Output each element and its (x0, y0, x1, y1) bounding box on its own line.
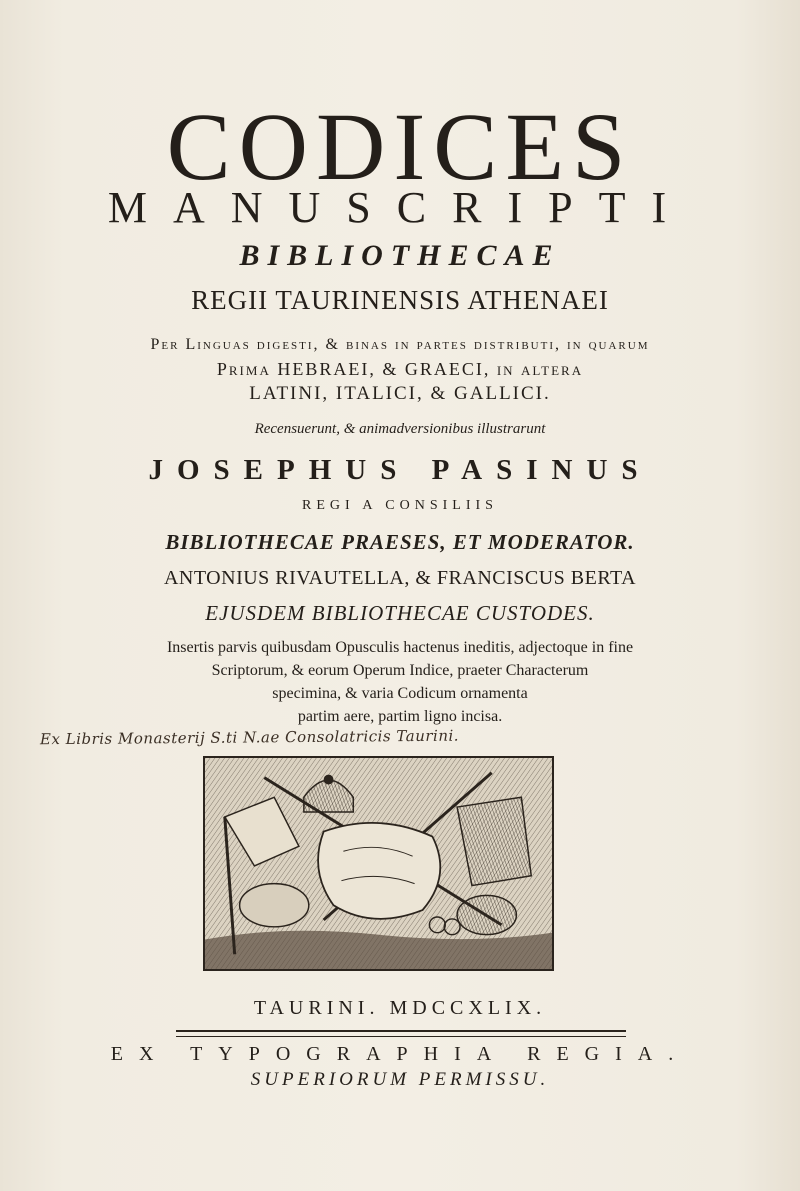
regi-a-consiliis: REGI A CONSILIIS (302, 498, 498, 513)
title-manuscripti: MANUSCRIPTI (107, 183, 693, 232)
description-line-4: partim aere, partim ligno incisa. (297, 708, 503, 725)
coauthors-line: ANTONIUS RIVAUTELLA, & FRANCISCUS BERTA (163, 567, 637, 589)
recensuerunt-line: Recensuerunt, & animadversionibus illustrarunt (254, 421, 546, 437)
subtitle-latini: LATINI, ITALICI, & GALLICI. (249, 383, 551, 404)
imprint-permission: SUPERIORUM PERMISSU. (250, 1069, 550, 1090)
author-pasinus: JOSEPHUS PASINUS (148, 454, 652, 486)
custodes-line: EJUSDEM BIBLIOTHECAE CUSTODES. (205, 601, 595, 625)
subtitle-per-linguas: Per Linguas digesti, & binas in partes distributi, in quarum (150, 336, 650, 353)
praeses-line: BIBLIOTHECAE PRAESES, ET MODERATOR. (165, 530, 635, 554)
description-line-1: Insertis parvis quibusdam Opusculis hactenus ineditis, adjectoque in fine (166, 639, 634, 656)
title-regii-taurinensis: REGII TAURINENSIS ATHENAEI (191, 285, 609, 315)
subtitle-prima: Prima HEBRAEI, & GRAECI, in altera (216, 359, 584, 379)
imprint-place-date: TAURINI. MDCCXLIX. (253, 997, 547, 1019)
imprint-rule (176, 1030, 626, 1037)
description-line-2: Scriptorum, & eorum Operum Indice, praeter Characterum (211, 662, 589, 679)
imprint-printer: EX TYPOGRAPHIA REGIA. (110, 1043, 690, 1065)
woodcut-illustration (203, 756, 554, 971)
title-bibliothecae: BIBLIOTHECAE (239, 239, 561, 272)
description-line-3: specimina, & varia Codicum ornamenta (272, 685, 528, 702)
title-codices: CODICES (166, 93, 634, 200)
trophy-woodcut-icon (205, 758, 552, 969)
ownership-inscription: Ex Libris Monasterij S.ti N.ae Consolatricis Taurini. (39, 726, 460, 749)
